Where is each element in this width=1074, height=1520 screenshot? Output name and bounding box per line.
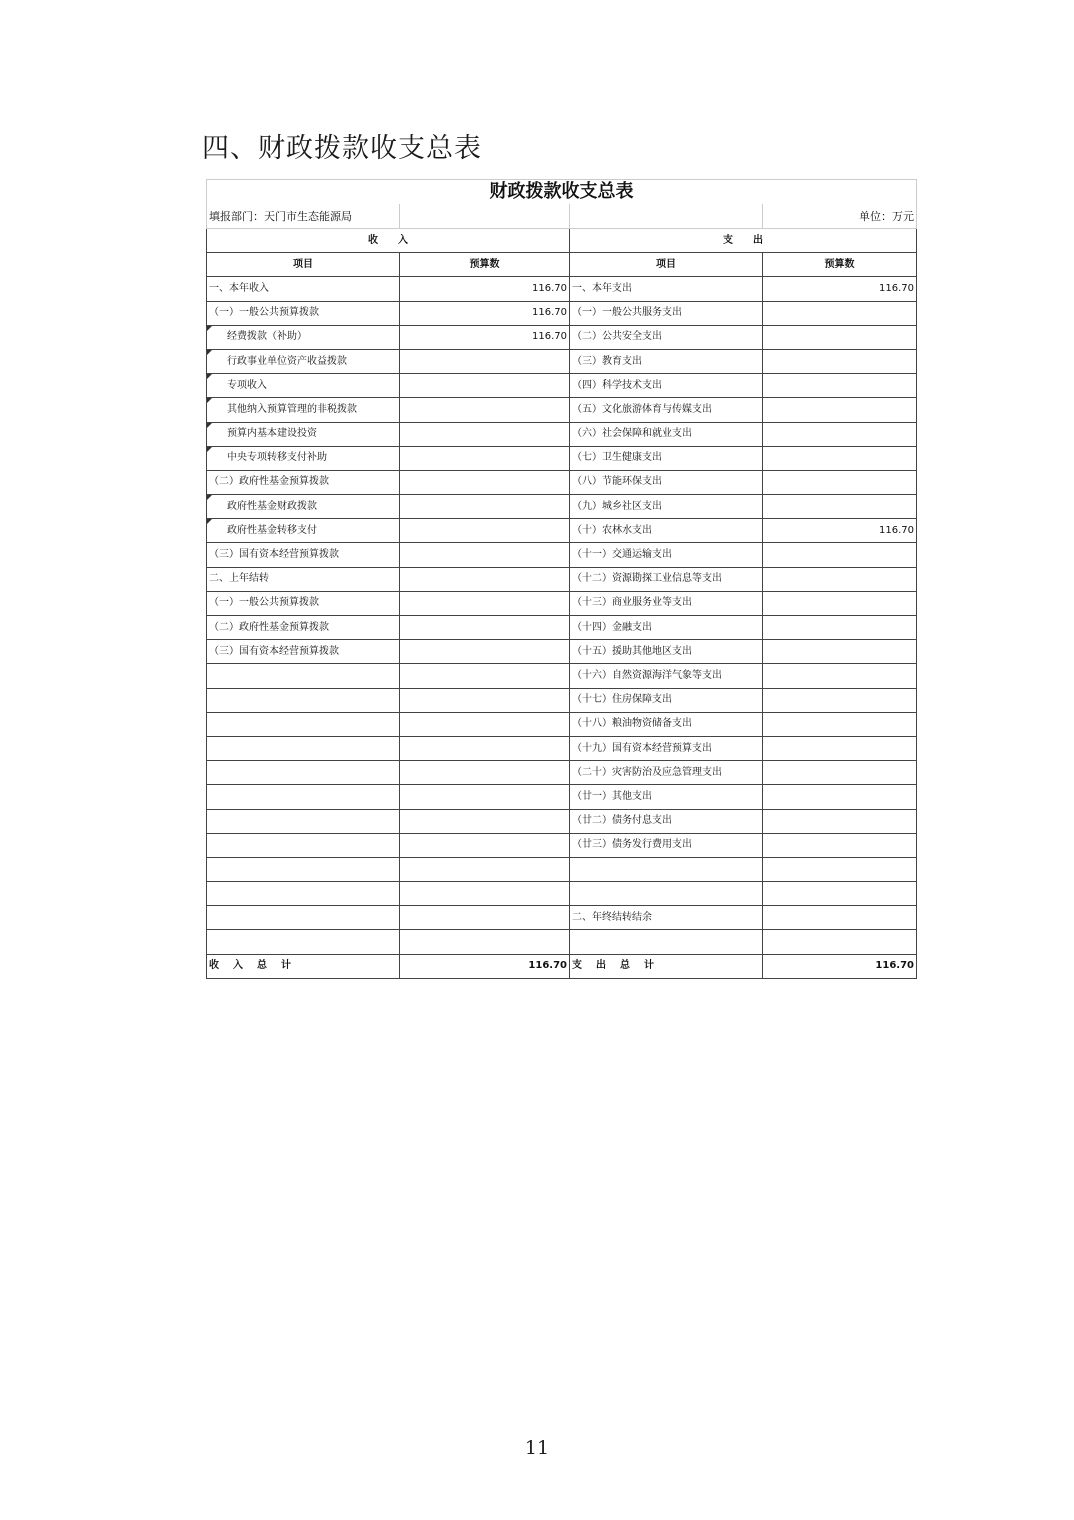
expense-value-cell — [763, 374, 917, 398]
expense-value-cell — [763, 712, 917, 736]
expense-item-cell: 一、本年支出 — [570, 277, 763, 301]
income-item-header: 项目 — [207, 253, 400, 277]
meta-blank — [400, 204, 570, 229]
expense-value-cell — [763, 785, 917, 809]
expense-item-cell: （六）社会保障和就业支出 — [570, 422, 763, 446]
income-header: 收 入 — [207, 229, 570, 253]
income-value-cell — [400, 906, 570, 930]
expense-value-cell: 116.70 — [763, 277, 917, 301]
table-row — [207, 882, 917, 906]
expense-item-cell: （十五）援助其他地区支出 — [570, 640, 763, 664]
expense-value-cell — [763, 446, 917, 470]
income-item-cell — [207, 761, 400, 785]
expense-item-cell — [570, 930, 763, 954]
total-income-label: 收入总计 — [207, 954, 400, 978]
reporting-department: 填报部门：天门市生态能源局 — [207, 204, 400, 229]
expense-item-cell: （十六）自然资源海洋气象等支出 — [570, 664, 763, 688]
income-value-cell — [400, 712, 570, 736]
table-row — [207, 736, 917, 760]
table-row — [207, 470, 917, 494]
table-row — [207, 446, 917, 470]
expense-value-cell — [763, 906, 917, 930]
income-item-cell — [207, 785, 400, 809]
income-value-cell — [400, 495, 570, 519]
expense-value-cell — [763, 591, 917, 615]
income-item-cell: （一）一般公共预算拨款 — [207, 591, 400, 615]
expense-value-cell — [763, 349, 917, 373]
section-title: 四、财政拨款收支总表 — [202, 133, 482, 164]
total-expense-label: 支出总计 — [570, 954, 763, 978]
income-budget-header: 预算数 — [400, 253, 570, 277]
expense-value-cell — [763, 543, 917, 567]
expense-item-cell: （二十）灾害防治及应急管理支出 — [570, 761, 763, 785]
income-value-cell — [400, 833, 570, 857]
expense-item-cell: （八）节能环保支出 — [570, 470, 763, 494]
income-item-cell: 行政事业单位资产收益拨款 — [207, 349, 400, 373]
fiscal-appropriation-table — [206, 179, 917, 979]
total-expense-value: 116.70 — [763, 954, 917, 978]
income-item-cell: 二、上年结转 — [207, 567, 400, 591]
expense-value-cell — [763, 640, 917, 664]
page-number: 11 — [524, 1437, 550, 1459]
income-value-cell — [400, 882, 570, 906]
income-item-cell — [207, 857, 400, 881]
expense-item-cell: （七）卫生健康支出 — [570, 446, 763, 470]
expense-value-cell — [763, 809, 917, 833]
table-row — [207, 277, 917, 301]
table-row — [207, 543, 917, 567]
meta-blank — [570, 204, 763, 229]
expense-value-cell — [763, 664, 917, 688]
table-row — [207, 930, 917, 954]
expense-value-cell — [763, 688, 917, 712]
expense-value-cell — [763, 930, 917, 954]
income-value-cell — [400, 374, 570, 398]
total-income-value: 116.70 — [400, 954, 570, 978]
unit-label: 单位：万元 — [763, 204, 917, 229]
table-row — [207, 785, 917, 809]
expense-item-cell: （廿三）债务发行费用支出 — [570, 833, 763, 857]
income-item-cell — [207, 736, 400, 760]
table-row — [207, 567, 917, 591]
expense-item-cell: （十）农林水支出 — [570, 519, 763, 543]
budget-sheet — [206, 179, 916, 979]
expense-value-cell — [763, 470, 917, 494]
table-row — [207, 809, 917, 833]
table-row — [207, 857, 917, 881]
income-value-cell — [400, 616, 570, 640]
income-value-cell — [400, 446, 570, 470]
expense-item-cell: （廿一）其他支出 — [570, 785, 763, 809]
income-item-cell — [207, 664, 400, 688]
income-value-cell — [400, 930, 570, 954]
income-value-cell — [400, 857, 570, 881]
table-row — [207, 325, 917, 349]
table-row — [207, 349, 917, 373]
income-value-cell — [400, 591, 570, 615]
income-item-cell: 一、本年收入 — [207, 277, 400, 301]
expense-item-cell: （十三）商业服务业等支出 — [570, 591, 763, 615]
income-value-cell — [400, 567, 570, 591]
income-item-cell: （二）政府性基金预算拨款 — [207, 470, 400, 494]
expense-item-header: 项目 — [570, 253, 763, 277]
income-value-cell — [400, 398, 570, 422]
table-row — [207, 398, 917, 422]
income-item-cell — [207, 882, 400, 906]
expense-item-cell: （十七）住房保障支出 — [570, 688, 763, 712]
income-item-cell: 其他纳入预算管理的非税拨款 — [207, 398, 400, 422]
income-item-cell — [207, 809, 400, 833]
expense-item-cell: 二、年终结转结余 — [570, 906, 763, 930]
income-value-cell — [400, 640, 570, 664]
table-row — [207, 374, 917, 398]
expense-item-cell: （十九）国有资本经营预算支出 — [570, 736, 763, 760]
expense-item-cell: （三）教育支出 — [570, 349, 763, 373]
expense-item-cell: （一）一般公共服务支出 — [570, 301, 763, 325]
expense-value-cell — [763, 495, 917, 519]
income-value-cell — [400, 809, 570, 833]
income-value-cell: 116.70 — [400, 325, 570, 349]
expense-item-cell: （九）城乡社区支出 — [570, 495, 763, 519]
income-item-cell — [207, 906, 400, 930]
expense-value-cell — [763, 761, 917, 785]
table-row — [207, 495, 917, 519]
income-item-cell — [207, 930, 400, 954]
table-row — [207, 833, 917, 857]
expense-item-cell — [570, 882, 763, 906]
income-item-cell: 政府性基金财政拨款 — [207, 495, 400, 519]
income-value-cell: 116.70 — [400, 301, 570, 325]
table-row — [207, 688, 917, 712]
expense-item-cell: （十二）资源勘探工业信息等支出 — [570, 567, 763, 591]
income-value-cell — [400, 688, 570, 712]
expense-item-cell: （四）科学技术支出 — [570, 374, 763, 398]
income-value-cell — [400, 785, 570, 809]
expense-value-cell — [763, 736, 917, 760]
table-row — [207, 422, 917, 446]
expense-header: 支 出 — [570, 229, 917, 253]
expense-value-cell: 116.70 — [763, 519, 917, 543]
income-item-cell: （三）国有资本经营预算拨款 — [207, 543, 400, 567]
income-item-cell: 中央专项转移支付补助 — [207, 446, 400, 470]
income-value-cell — [400, 349, 570, 373]
expense-value-cell — [763, 422, 917, 446]
expense-value-cell — [763, 398, 917, 422]
income-item-cell: 预算内基本建设投资 — [207, 422, 400, 446]
income-item-cell: （一）一般公共预算拨款 — [207, 301, 400, 325]
income-item-cell — [207, 712, 400, 736]
income-item-cell — [207, 833, 400, 857]
table-row — [207, 519, 917, 543]
expense-value-cell — [763, 833, 917, 857]
expense-item-cell: （五）文化旅游体育与传媒支出 — [570, 398, 763, 422]
income-value-cell — [400, 761, 570, 785]
table-row — [207, 906, 917, 930]
expense-value-cell — [763, 857, 917, 881]
table-row — [207, 761, 917, 785]
income-item-cell: 专项收入 — [207, 374, 400, 398]
table-row — [207, 591, 917, 615]
income-value-cell — [400, 664, 570, 688]
income-item-cell — [207, 688, 400, 712]
table-row — [207, 712, 917, 736]
income-item-cell: （三）国有资本经营预算拨款 — [207, 640, 400, 664]
expense-value-cell — [763, 882, 917, 906]
expense-item-cell: （十一）交通运输支出 — [570, 543, 763, 567]
expense-value-cell — [763, 567, 917, 591]
income-item-cell: （二）政府性基金预算拨款 — [207, 616, 400, 640]
table-row — [207, 616, 917, 640]
income-value-cell — [400, 519, 570, 543]
income-value-cell — [400, 543, 570, 567]
expense-value-cell — [763, 616, 917, 640]
expense-item-cell: （二）公共安全支出 — [570, 325, 763, 349]
expense-item-cell — [570, 857, 763, 881]
income-value-cell — [400, 422, 570, 446]
expense-item-cell: （十八）粮油物资储备支出 — [570, 712, 763, 736]
expense-item-cell: （十四）金融支出 — [570, 616, 763, 640]
table-title: 财政拨款收支总表 — [207, 180, 917, 205]
expense-value-cell — [763, 325, 917, 349]
income-item-cell: 政府性基金转移支付 — [207, 519, 400, 543]
income-item-cell: 经费拨款（补助） — [207, 325, 400, 349]
table-row — [207, 301, 917, 325]
income-value-cell — [400, 736, 570, 760]
expense-budget-header: 预算数 — [763, 253, 917, 277]
table-row — [207, 640, 917, 664]
expense-value-cell — [763, 301, 917, 325]
total-row — [207, 954, 917, 978]
expense-item-cell: （廿二）债务付息支出 — [570, 809, 763, 833]
income-value-cell — [400, 470, 570, 494]
table-row — [207, 664, 917, 688]
income-value-cell: 116.70 — [400, 277, 570, 301]
